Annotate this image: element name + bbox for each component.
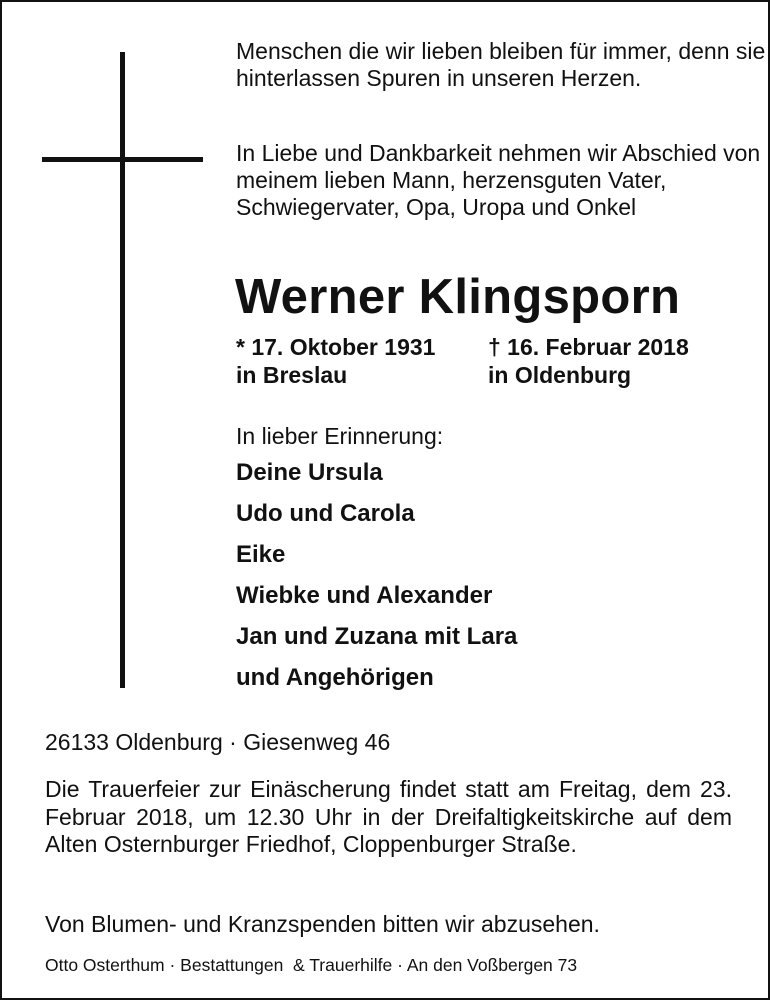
deceased-name: Werner Klingsporn [235,270,681,324]
mourner-item: Udo und Carola [236,500,415,527]
family-address: 26133 Oldenburg · Giesenweg 46 [45,729,391,755]
mourner-item: Jan und Zuzana mit Lara [236,623,518,650]
cross-vertical-bar [120,52,125,688]
funeral-home-footer: Otto Osterthum · Bestattungen & Trauerhilfe · An den Voßbergen 73 [45,955,578,975]
mourner-item: Eike [236,541,286,568]
mourners-list [236,456,517,702]
cross-horizontal-bar [42,157,203,162]
ceremony-details: Die Trauerfeier zur Einäscherung findet statt am Freitag, dem 23. Februar 2018, um 12.30 Uhr in der Dreifaltigkeitskirche auf dem Alten Osternburger Friedhof, Cloppenburger Straße. [45,776,732,857]
mourner-item: Deine Ursula [236,459,383,486]
mourner-item: und Angehörigen [236,664,434,691]
birth-info [236,333,435,389]
birth-date: * 17. Oktober 1931 [236,334,436,360]
birth-place: in Breslau [236,362,348,388]
death-info [488,333,689,389]
mourners-intro: In lieber Erinnerung: [236,423,444,449]
mourner-item: Wiebke und Alexander [236,582,493,609]
flowers-note: Von Blumen- und Kranzspenden bitten wir abzusehen. [45,911,600,937]
death-date: † 16. Februar 2018 [488,334,689,360]
memorial-quote: Menschen die wir lieben bleiben für immer, denn sie hinterlassen Spuren in unseren Herzen. [236,38,766,91]
death-place: in Oldenburg [488,362,632,388]
farewell-text: In Liebe und Dankbarkeit nehmen wir Abschied von meinem lieben Mann, herzensguten Vater, Schwiegervater, Opa, Uropa und Onkel [236,140,761,220]
